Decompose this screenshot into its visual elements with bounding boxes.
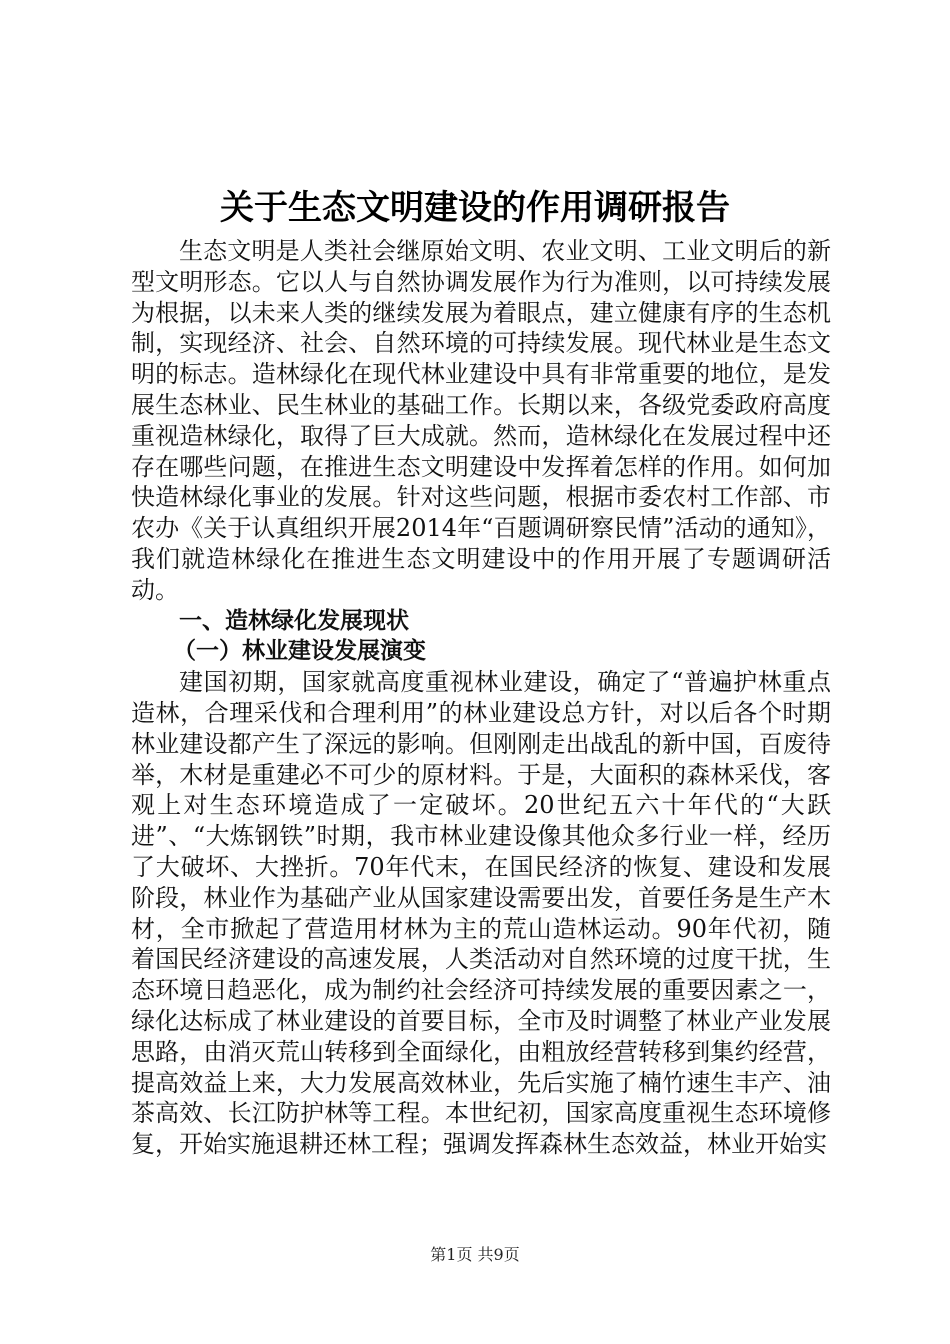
- page-number-footer: 第1页 共9页: [430, 1245, 520, 1264]
- section-heading: 一、造林绿化发展现状: [179, 607, 409, 634]
- document-body: [131, 236, 831, 1160]
- intro-paragraph: 生态文明是人类社会继原始文明、农业文明、工业文明后的新型文明形态。它以人与自然协调发展作为行为准则，以可持续发展为根据，以未来人类的继续发展为着眼点，建立健康有序的生态机制，实现经济、社会、自然环境的可持续发展。现代林业是生态文明的标志。造林绿化在现代林业建设中具有非常重要的地位，是发展生态林业、民生林业的基础工作。长期以来，各级党委政府高度重视造林绿化，取得了巨大成就。然而，造林绿化在发展过程中还存在哪些问题，在推进生态文明建设中发挥着怎样的作用。如何加快造林绿化事业的发展。针对这些问题，根据市委农村工作部、市农办《关于认真组织开展2014年“百题调研察民情”活动的通知》，我们就造林绿化在推进生态文明建设中的作用开展了专题调研活动。: [131, 237, 831, 604]
- document-title: 关于生态文明建设的作用调研报告: [220, 188, 730, 228]
- subsection-paragraph: 建国初期，国家就高度重视林业建设，确定了“普遍护林重点造林，合理采伐和合理利用”的林业建设总方针，对以后各个时期林业建设都产生了深远的影响。但刚刚走出战乱的新中国，百废待举，木材是重建必不可少的原材料。于是，大面积的森林采伐，客观上对生态环境造成了一定破坏。20世纪五六十年代的“大跃进”、“大炼钢铁”时期，我市林业建设像其他众多行业一样，经历了大破坏、大挫折。70年代末，在国民经济的恢复、建设和发展阶段，林业作为基础产业从国家建设需要出发，首要任务是生产木材，全市掀起了营造用材林为主的荒山造林运动。90年代初，随着国民经济建设的高速发展，人类活动对自然环境的过度干扰，生态环境日趋恶化，成为制约社会经济可持续发展的重要因素之一，绿化达标成了林业建设的首要目标，全市及时调整了林业产业发展思路，由消灭荒山转移到全面绿化，由粗放经营转移到集约经营，提高效益上来，大力发展高效林业，先后实施了楠竹速生丰产、油茶高效、长江防护林等工程。本世纪初，国家高度重视生态环境修复，开始实施退耕还林工程；强调发挥森林生态效益，林业开始实: [131, 668, 831, 1159]
- subsection-heading: （一）林业建设发展演变: [173, 638, 426, 665]
